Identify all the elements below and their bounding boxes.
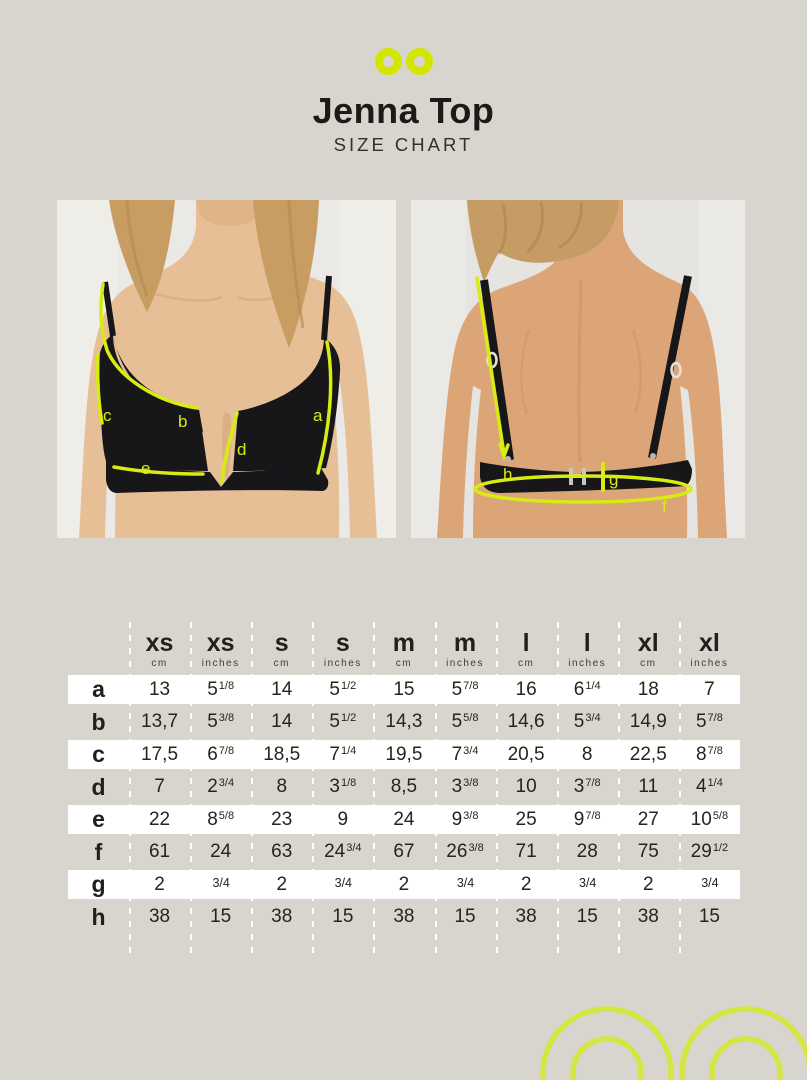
table-cell: 19,5 [385,743,423,765]
logo-ring-right-icon [406,48,433,75]
table-cell: 17,5 [141,743,179,765]
table-cell: 3/4 [579,875,597,890]
table-cell: 20,5 [507,743,545,765]
table-cell: 2 [520,873,532,895]
table-cell: 13,7 [141,711,179,733]
page-title: Jenna Top [312,90,495,131]
table-cell: 8 [581,743,593,765]
table-cell: 3/4 [456,875,475,890]
measure-label-b: b [178,412,188,431]
table-cell: 7 [154,776,165,798]
column-header-s-inches: s inches [323,629,362,670]
table-cell: 15 [454,906,476,928]
table-row-h [68,903,740,932]
table-cell: $3^{7/8}$ [573,776,601,798]
size-table-header [68,630,740,669]
table-row-g [68,870,740,899]
table-cell: 38 [148,906,171,928]
table-cell: 13 [148,678,171,700]
table-cell: 67 [393,841,415,863]
table-cell: 9 [337,808,349,830]
measure-label-h: h [503,465,513,484]
table-cell: 63 [271,841,293,863]
size-table-body [68,675,740,932]
column-header-m-cm: m cm [392,629,416,670]
table-cell: $5^{7/8}$ [695,711,723,733]
table-cell: 14,3 [385,711,423,733]
table-cell: 15 [393,678,415,700]
page-subtitle: SIZE CHART [333,134,474,155]
table-cell: 3/4 [701,875,719,890]
measure-label-e: e [141,459,151,478]
table-corner [68,630,129,669]
column-header-s-cm: s cm [273,629,290,670]
row-label-b: b [91,708,106,735]
column-header-m-inches: m inches [446,629,484,670]
table-cell: $5^{1/2}$ [329,678,357,700]
table-cell: 71 [515,841,537,863]
row-label-d: d [91,773,106,800]
table-cell: 3/4 [212,875,230,890]
row-label-e: e [92,806,105,833]
back-view-photo [411,200,745,538]
table-cell: $10^{5/8}$ [690,808,729,830]
table-cell: 38 [515,906,537,928]
table-cell: 75 [637,841,659,863]
table-cell: 18 [637,678,659,700]
table-cell: 7 [704,678,715,700]
row-label-a: a [92,676,105,703]
row-label-c: c [92,741,105,768]
column-header-l-cm: l cm [517,629,535,670]
table-cell: $2^{3/4}$ [207,776,235,798]
table-cell: $26^{3/8}$ [446,841,484,863]
table-cell: $3^{1/8}$ [329,776,357,798]
table-cell: 3/4 [334,875,353,890]
measure-label-g: g [609,470,619,489]
strap-loop-right-icon [650,453,656,459]
table-cell: 8,5 [390,776,418,798]
table-cell: $5^{7/8}$ [451,678,479,700]
table-cell: $9^{3/8}$ [451,808,479,830]
table-cell: 28 [576,841,598,863]
table-cell: $5^{1/8}$ [207,678,235,700]
table-cell: $7^{3/4}$ [451,743,479,765]
table-cell: 2 [276,873,288,895]
table-cell: 2 [398,873,410,895]
table-cell: 15 [698,906,720,928]
table-cell: $8^{5/8}$ [207,808,235,830]
measure-label-d: d [237,440,247,459]
column-header-l-inches: l inches [568,629,607,670]
table-cell: $5^{1/2}$ [329,711,357,733]
measure-label-c: c [103,406,112,425]
table-cell: 2 [154,873,165,895]
table-cell: 15 [332,906,354,928]
table-row-d [68,773,740,802]
table-cell: 8 [276,776,288,798]
table-cell: 14,6 [507,711,545,733]
table-row-f [68,838,740,867]
double-ring-ornament-icon [535,962,807,1080]
table-cell: 27 [637,808,659,830]
table-cell: $29^{1/2}$ [690,841,729,863]
logo-ring-left-icon [375,48,402,75]
table-cell: 18,5 [263,743,301,765]
table-cell: $9^{7/8}$ [573,808,601,830]
table-cell: $5^{3/4}$ [573,711,601,733]
measure-label-f: f [662,497,667,516]
table-row-e [68,805,740,834]
table-cell: 11 [638,776,659,798]
table-cell: $3^{3/8}$ [451,776,479,798]
table-cell: 10 [515,776,537,798]
table-cell: 15 [576,906,598,928]
column-header-xs-inches: xs inches [201,629,240,670]
table-cell: 23 [271,808,293,830]
table-cell: $4^{1/4}$ [695,776,723,798]
table-cell: $7^{1/4}$ [329,743,357,765]
row-label-h: h [91,903,106,930]
strap-loop-left-icon [505,456,511,462]
row-label-f: f [94,838,103,865]
table-cell: $6^{7/8}$ [207,743,235,765]
table-row-a [68,675,740,704]
row-label-g: g [91,871,106,898]
table-cell: 38 [271,906,293,928]
column-header-xs-cm: xs cm [145,629,174,670]
table-cell: 15 [210,906,232,928]
table-cell: 38 [393,906,415,928]
table-cell: 38 [637,906,659,928]
table-cell: 14,9 [629,711,667,733]
column-header-xl-cm: xl cm [637,629,659,670]
table-cell: $5^{3/8}$ [207,711,235,733]
table-cell: 14 [271,711,293,733]
measure-label-a: a [313,406,323,425]
front-view-photo [57,200,396,538]
table-cell: 22 [148,808,171,830]
brand-logo-icon [0,48,807,75]
table-cell: $24^{3/4}$ [324,841,362,863]
table-row-b [68,708,740,737]
front-photo-illustration [57,200,396,538]
table-cell: 24 [393,808,415,830]
table-cell: 22,5 [629,743,667,765]
table-cell: 25 [515,808,537,830]
table-cell: $8^{7/8}$ [695,743,723,765]
table-cell: 14 [271,678,293,700]
column-header-xl-inches: xl inches [690,629,729,670]
table-cell: 24 [210,841,232,863]
table-cell: $6^{1/4}$ [573,678,601,700]
table-cell: $5^{5/8}$ [451,711,479,733]
table-cell: 61 [148,841,171,863]
size-table [68,630,740,935]
back-photo-illustration [411,200,745,538]
table-row-c [68,740,740,769]
table-cell: 16 [515,678,537,700]
table-cell: 2 [643,873,654,895]
